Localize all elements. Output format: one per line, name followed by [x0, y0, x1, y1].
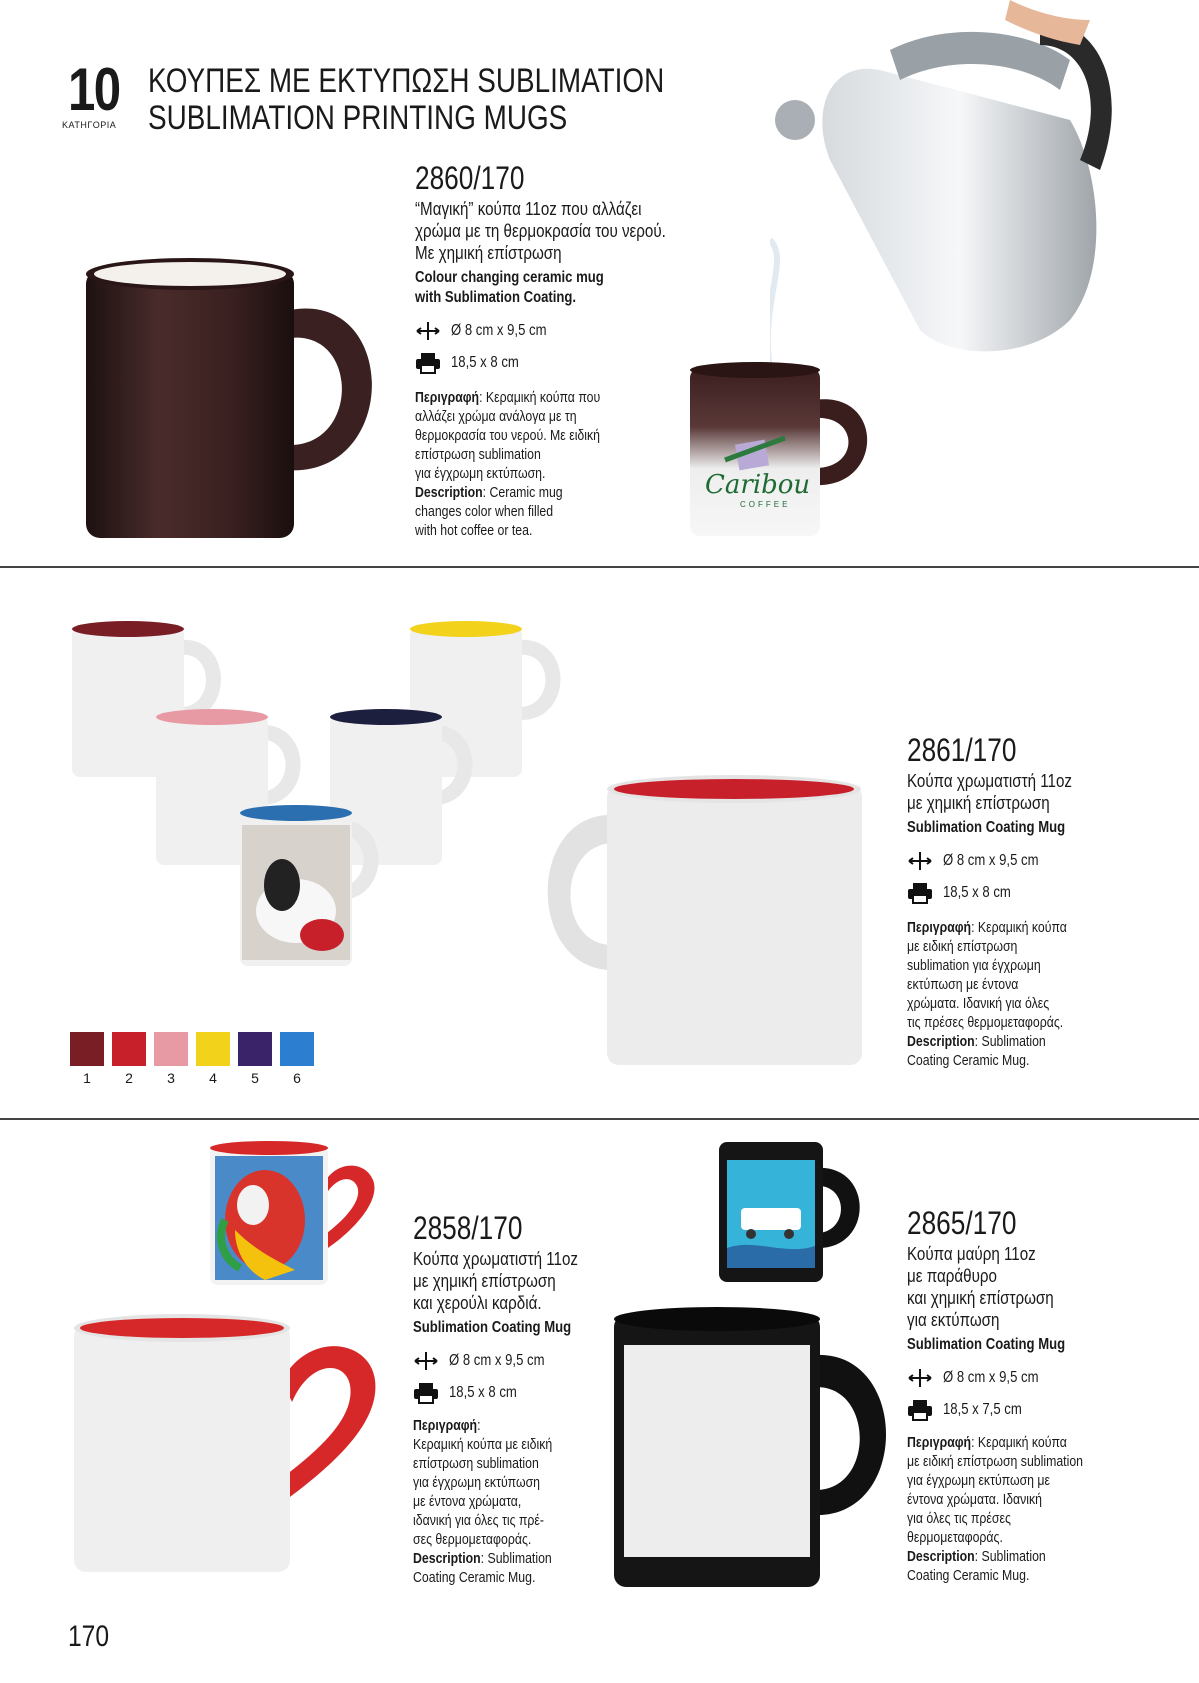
desc-en-label: Description [907, 1033, 975, 1050]
product-title-gr-line: Κούπα χρωματιστή 11oz [907, 770, 1072, 791]
desc-gr-label: Περιγραφή [413, 1417, 478, 1434]
product-title-en-line: with Sublimation Coating. [415, 289, 577, 306]
swatch-number: 6 [293, 1070, 301, 1086]
print-area-value: 18,5 x 8 cm [451, 354, 519, 371]
print-area-spec [907, 1399, 1122, 1421]
size-value: Ø 8 cm x 9,5 cm [943, 1369, 1039, 1386]
product-2861-info [907, 732, 1108, 1070]
product-title-gr-line: χρώμα με τη θερμοκρασία του νερού. [415, 220, 666, 241]
product-description: Περιγραφή: Κεραμική κούπα που αλλάζει χρώμα ανάλογα με τη θερμοκρασία του νερού. Με ειδική επίστρωση sublimation για έγχρωμη εκτύπωση. Description: Ceramic mug changes color when filled with hot coffee or tea. [415, 389, 601, 539]
color-swatch-6[interactable] [280, 1032, 314, 1066]
section-divider [0, 1118, 1199, 1120]
swatch-number: 4 [209, 1070, 217, 1086]
page-title-english: SUBLIMATION PRINTING MUGS [148, 99, 568, 137]
swatch-number: 2 [125, 1070, 133, 1086]
heart-handle-mug-image [70, 1310, 420, 1575]
product-title-gr-line: και χερούλι καρδιά. [413, 1292, 542, 1313]
print-area-spec [413, 1382, 614, 1404]
desc-en-label: Description [413, 1550, 481, 1567]
colour-mugs-group-image [60, 615, 580, 985]
desc-en-label: Description [907, 1548, 975, 1565]
caribou-logo-subtext: COFFEE [740, 500, 791, 509]
print-area-value: 18,5 x 7,5 cm [943, 1401, 1022, 1418]
product-code: 2865/170 [907, 1205, 1017, 1241]
print-area-spec [415, 352, 721, 374]
print-area-value: 18,5 x 8 cm [449, 1384, 517, 1401]
dimensions-icon [415, 320, 441, 342]
section-divider [0, 566, 1199, 568]
black-window-mug-image [610, 1305, 910, 1595]
product-title-gr-line: Με χημική επίστρωση [415, 242, 562, 263]
desc-gr-label: Περιγραφή [907, 1434, 972, 1451]
product-title-gr-line: με χημική επίστρωση [907, 792, 1050, 813]
size-value: Ø 8 cm x 9,5 cm [943, 852, 1039, 869]
color-swatch-4[interactable] [196, 1032, 230, 1066]
size-spec [415, 320, 721, 342]
print-area-spec [907, 882, 1108, 904]
product-title-en-line: Sublimation Coating Mug [413, 1319, 572, 1336]
kettle-image [770, 0, 1130, 380]
size-value: Ø 8 cm x 9,5 cm [449, 1352, 545, 1369]
product-title-gr-line: και χημική επίστρωση [907, 1287, 1054, 1308]
product-description: Περιγραφή: Κεραμική κούπα με ειδική επίστρωση sublimation για έγχρωμη εκτύπωση με έντονα χρώματα. Ιδανική για όλες τις πρέσες θερμομεταφοράς. Description: Sublimation Coating Ceramic Mug. [907, 1434, 1084, 1584]
product-title-gr-line: Κούπα χρωματιστή 11oz [413, 1248, 578, 1269]
printer-icon [413, 1382, 439, 1404]
product-2860-info [415, 160, 721, 540]
swatch-number: 5 [251, 1070, 259, 1086]
product-code: 2858/170 [413, 1210, 523, 1246]
size-value: Ø 8 cm x 9,5 cm [451, 322, 547, 339]
category-number: 10 [68, 56, 120, 123]
parrot-heart-mug-image [205, 1140, 395, 1290]
product-code: 2860/170 [415, 160, 525, 196]
color-swatch-5[interactable] [238, 1032, 272, 1066]
dimensions-icon [907, 850, 933, 872]
printer-icon [907, 1399, 933, 1421]
swatch-number: 3 [167, 1070, 175, 1086]
desc-gr-label: Περιγραφή [907, 919, 972, 936]
desc-en-label: Description [415, 484, 483, 501]
product-description: Περιγραφή: Κεραμική κούπα με ειδική επίστρωση sublimation για έγχρωμη εκτύπωση με έντονα χρώματα. Ιδανική για όλες τις πρέσες θερμομεταφοράς. Description: Sublimation Coating Ceramic Mug. [907, 919, 1067, 1069]
page-title-greek: ΚΟΥΠΕΣ ΜΕ ΕΚΤΥΠΩΣΗ SUBLIMATION [148, 62, 665, 100]
printer-icon [415, 352, 441, 374]
color-swatch-3[interactable] [154, 1032, 188, 1066]
size-spec [907, 1367, 1122, 1389]
dimensions-icon [907, 1367, 933, 1389]
desc-gr-label: Περιγραφή [415, 389, 480, 406]
print-area-value: 18,5 x 8 cm [943, 884, 1011, 901]
product-title-gr-line: Κούπα μαύρη 11oz [907, 1243, 1036, 1264]
printer-icon [907, 882, 933, 904]
product-title-en-line: Colour changing ceramic mug [415, 269, 604, 286]
color-swatch-2[interactable] [112, 1032, 146, 1066]
size-spec [907, 850, 1108, 872]
product-title-en-line: Sublimation Coating Mug [907, 819, 1066, 836]
product-description: Περιγραφή: Κεραμική κούπα με ειδική επίστρωση sublimation για έγχρωμη εκτύπωση με έντονα χρώματα, ιδανική για όλες τις πρέ- σες θερμομεταφοράς. Description: Sublimation Coating Ceramic Mug. [413, 1417, 553, 1586]
product-code: 2861/170 [907, 732, 1017, 768]
product-title-gr-line: με παράθυρο [907, 1265, 997, 1286]
color-swatch-1[interactable] [70, 1032, 104, 1066]
product-title-gr-line: με χημική επίστρωση [413, 1270, 556, 1291]
page-number: 170 [68, 1620, 110, 1653]
product-title-en-line: Sublimation Coating Mug [907, 1336, 1066, 1353]
black-window-mug-print-image [715, 1138, 875, 1288]
mug-blue-photo [240, 805, 379, 966]
swatch-number: 1 [83, 1070, 91, 1086]
product-title-gr-line: “Μαγική” κούπα 11oz που αλλάζει [415, 198, 642, 219]
caribou-logo-text: Caribou [705, 470, 811, 500]
red-inside-mug-image [535, 775, 905, 1075]
product-2865-info [907, 1205, 1122, 1585]
category-label: ΚΑΤΗΓΟΡΙΑ [62, 120, 117, 130]
size-spec [413, 1350, 614, 1372]
product-2858-info [413, 1210, 614, 1587]
product-title-gr-line: για εκτύπωση [907, 1309, 1000, 1330]
magic-mug-image [70, 250, 400, 550]
dimensions-icon [413, 1350, 439, 1372]
